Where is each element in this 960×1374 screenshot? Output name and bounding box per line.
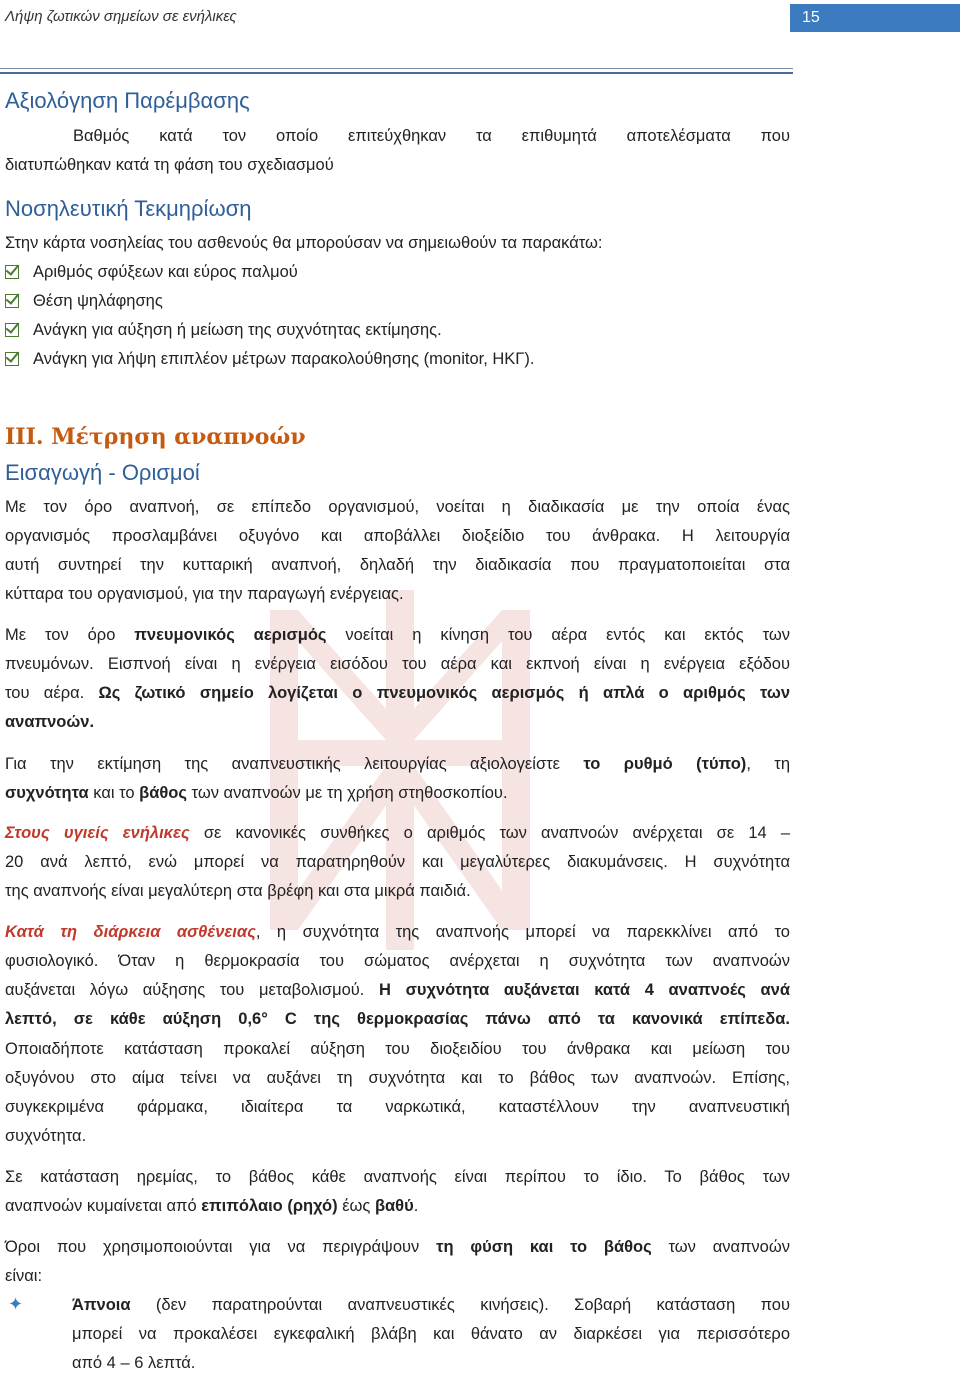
header-divider-thin [0, 68, 793, 69]
paragraph-line: οργανισμός προσλαμβάνει οξυγόνο και αποβάλλει διοξείδιο του άνθρακα. Η λειτουργία [5, 527, 790, 545]
paragraph-line: οξυγόνου στο αίμα τείνει να αυξάνει τη συχνότητα και το βάθος των αναπνοών. Επίσης, [5, 1069, 790, 1087]
paragraph-line: συχνότητα. [5, 1127, 87, 1145]
paragraph-line: αναπνοών κυμαίνεται από επιπόλαιο (ρηχό) έως βαθύ. [5, 1197, 419, 1215]
checklist-item-label: Αριθμός σφύξεων και εύρος παλμού [33, 263, 298, 281]
paragraph-line: Με τον όρο αναπνοή, σε επίπεδο οργανισμού, νοείται η διαδικασία με την οποία ένας [5, 498, 790, 516]
paragraph-line: πνευμόνων. Εισπνοή είναι η ενέργεια εισόδου του αέρα και εκπνοή είναι η ενέργεια εξόδου [5, 655, 790, 673]
evaluation-heading: Αξιολόγηση Παρέμβασης [5, 88, 250, 113]
checkbox-icon [5, 323, 19, 337]
paragraph-line: συχνότητα και το βάθος των αναπνοών με τη χρήση στηθοσκοπίου. [5, 784, 508, 802]
illness-highlight: Κατά τη διάρκεια ασθένειας [5, 923, 256, 941]
checklist-item-label: Θέση ψηλάφησης [33, 292, 163, 310]
checklist-item-label: Ανάγκη για αύξηση ή μείωση της συχνότητας εκτίμησης. [33, 321, 442, 339]
paragraph-line: Με τον όρο πνευμονικός αερισμός νοείται η κίνηση του αέρα εντός και εκτός των [5, 626, 790, 644]
paragraph-line: της αναπνοής είναι μεγαλύτερη στα βρέφη και στα μικρά παιδιά. [5, 882, 471, 900]
paragraph-line: Οποιαδήποτε κατάσταση προκαλεί αύξηση του διοξειδίου του άνθρακα και μείωση του [5, 1040, 790, 1058]
checklist-item [5, 316, 442, 345]
checkbox-icon [5, 352, 19, 366]
paragraph-line: αναπνοών. [5, 713, 95, 731]
evaluation-text-line: διατυπώθηκαν κατά τη φάση του σχεδιασμού [5, 156, 334, 174]
vital-sign-definition: Ως ζωτικό σημείο λογίζεται ο πνευμονικός αερισμός ή απλά ο αριθμός των [98, 684, 791, 702]
paragraph-line: κύτταρα του οργανισμού, για την παραγωγή ενέργειας. [5, 585, 404, 603]
documentation-heading: Νοσηλευτική Τεκμηρίωση [5, 196, 252, 221]
header-divider-thick [0, 72, 793, 74]
section-title: III. Μέτρηση αναπνοών [5, 424, 306, 450]
healthy-adults-highlight: Στους υγιείς ενήλικες [5, 824, 190, 842]
checkbox-icon [5, 294, 19, 308]
paragraph-line: αυξάνεται λόγω αύξησης του μεταβολισμού. Η συχνότητα αυξάνεται κατά 4 αναπνοές ανά [5, 981, 790, 999]
paragraph-line: συγκεκριμένα φάρμακα, ιδιαίτερα τα ναρκωτικά, καταστέλλουν την αναπνευστική [5, 1098, 790, 1116]
paragraph-line: Στους υγιείς ενήλικες σε κανονικές συνθήκες ο αριθμός των αναπνοών ανέρχεται σε 14 – [5, 824, 790, 842]
checklist-item-label: Ανάγκη για λήψη επιπλέον μέτρων παρακολούθησης (monitor, ΗΚΓ). [33, 350, 535, 368]
documentation-intro: Στην κάρτα νοσηλείας του ασθενούς θα μπορούσαν να σημειωθούν τα παρακάτω: [5, 234, 603, 252]
running-header-title: Λήψη ζωτικών σημείων σε ενήλικες [5, 8, 237, 25]
paragraph-line: Όροι που χρησιμοποιούνται για να περιγράψουν τη φύση και το βάθος των αναπνοών [5, 1238, 790, 1256]
checkbox-icon [5, 265, 19, 279]
paragraph-line: Σε κατάσταση ηρεμίας, το βάθος κάθε αναπνοής είναι περίπου το ίδιο. Το βάθος των [5, 1168, 790, 1186]
checklist-item [5, 345, 534, 374]
apnea-line: Άπνοια (δεν παρατηρούνται αναπνευστικές κινήσεις). Σοβαρή κατάσταση που [72, 1296, 790, 1314]
evaluation-text-line: Βαθμός κατά τον οποίο επιτεύχθηκαν τα επιθυμητά αποτελέσματα που [73, 127, 790, 145]
page-number-badge: 15 [790, 4, 960, 32]
paragraph-line: φυσιολογικό. Όταν η θερμοκρασία του σώματος ανέρχεται η συχνότητα των αναπνοών [5, 952, 790, 970]
paragraph-line: του αέρα. Ως ζωτικό σημείο λογίζεται ο πνευμονικός αερισμός ή απλά ο αριθμός των [5, 684, 791, 702]
apnea-line: από 4 – 6 λεπτά. [72, 1354, 196, 1372]
paragraph-line: αυτή συντηρεί την κυτταρική αναπνοή, δηλαδή την διαδικασία που πραγματοποιείται στα [5, 556, 790, 574]
paragraph-line: Κατά τη διάρκεια ασθένειας, η συχνότητα της αναπνοής μπορεί να παρεκκλίνει από το [5, 923, 790, 941]
paragraph-line: Για την εκτίμηση της αναπνευστικής λειτουργίας αξιολογείστε το ρυθμό (τύπο), τη [5, 755, 790, 773]
apnea-line: μπορεί να προκαλέσει εγκεφαλική βλάβη και θάνατο αν διαρκέσει για περισσότερο [72, 1325, 790, 1343]
checklist-item [5, 287, 163, 316]
star-bullet-icon: ✦ [8, 1294, 24, 1314]
paragraph-line: λεπτό, σε κάθε αύξηση 0,6° C της θερμοκρασίας πάνω από τα κανονικά επίπεδα. [5, 1010, 790, 1028]
checklist-item [5, 258, 298, 287]
paragraph-line: 20 ανά λεπτό, ενώ μπορεί να παρατηρηθούν και μεγαλύτερες διακυμάνσεις. Η συχνότητα [5, 853, 790, 871]
term-pulmonary-ventilation: πνευμονικός αερισμός [134, 626, 327, 644]
section-subheading: Εισαγωγή - Ορισμοί [5, 460, 200, 485]
paragraph-line: είναι: [5, 1267, 43, 1285]
apnea-term: Άπνοια [72, 1296, 131, 1314]
